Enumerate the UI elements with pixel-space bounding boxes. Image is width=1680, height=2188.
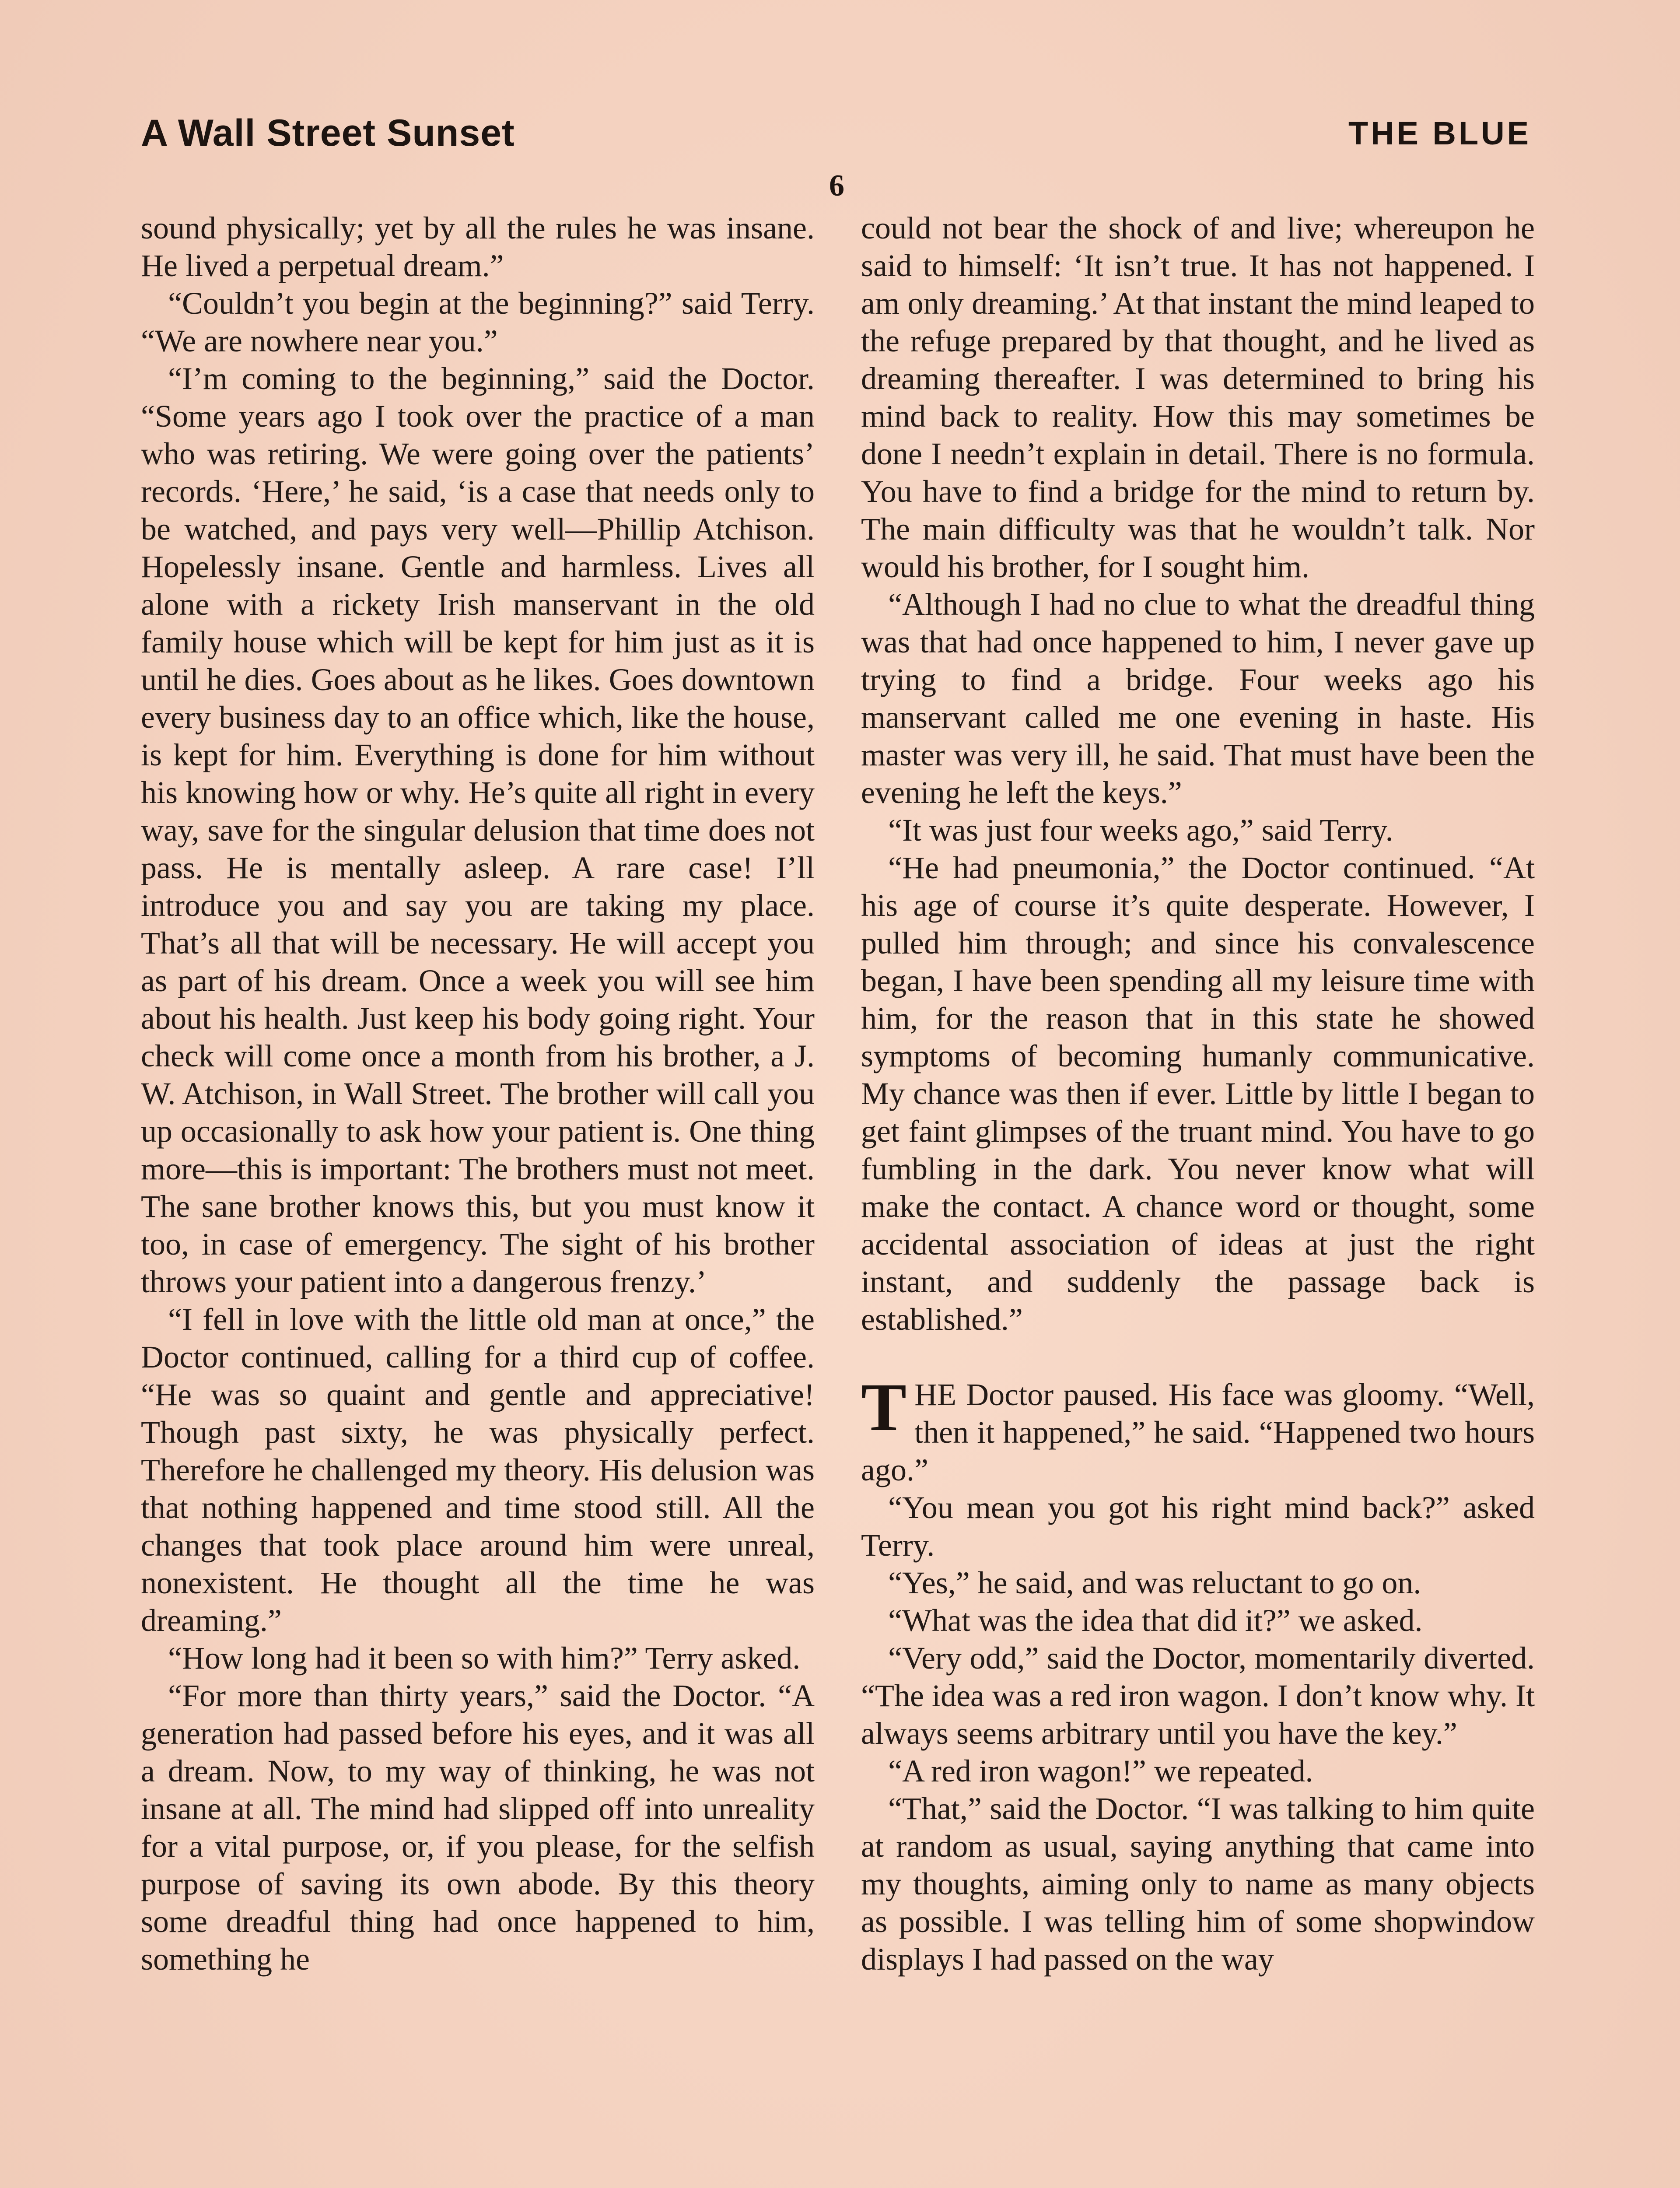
paragraph: “Yes,” he said, and was reluctant to go on. xyxy=(888,1565,1421,1600)
paragraph: “What was the idea that did it?” we asked. xyxy=(888,1603,1423,1638)
paragraph: “Very odd,” said the Doctor, momentarily diverted. “The idea was a red iron wagon. I don’t know why. It always seems arbitrary until you have the key.” xyxy=(861,1641,1535,1751)
section-opening-text: HE Doctor paused. His face was gloomy. “Well, then it happened,” he said. “Happened two hours ago.” xyxy=(861,1377,1535,1487)
story-title: A Wall Street Sunset xyxy=(141,112,515,154)
paragraph: “It was just four weeks ago,” said Terry. xyxy=(888,813,1393,848)
page-number: 6 xyxy=(829,169,844,203)
drop-cap: T xyxy=(861,1369,907,1445)
section-opening-paragraph xyxy=(861,1369,1535,1489)
paragraph: “For more than thirty years,” said the Doctor. “A generation had passed before his eyes, and it was all a dream. Now, to my way of thinking, he was not insane at all. The mind had slipped off into unreality for a vital purpose, or, if you please, for the selfish purpose of saving its own abode. By this theory some dreadful thing had once happened to him, something he xyxy=(141,1678,815,1977)
paragraph: “A red iron wagon!” we repeated. xyxy=(888,1753,1313,1788)
paragraph: could not bear the shock of and live; whereupon he said to himself: ‘It isn’t true. It has not happened. I am only dreaming.’ At that instant the mind leaped to the refuge prepared by that thought, and he lived as dreaming thereafter. I was determined to bring his mind back to reality. How this may sometimes be done I needn’t explain in detail. There is no formula. You have to find a bridge for the mind to return by. The main difficulty was that he wouldn’t talk. Nor would his brother, for I sought him. xyxy=(861,210,1535,584)
paragraph: “Although I had no clue to what the dreadful thing was that had once happened to him, I never gave up trying to find a bridge. Four weeks ago his manservant called me one evening in haste. His master was very ill, he said. That must have been the evening he left the keys.” xyxy=(861,587,1535,810)
right-text-column xyxy=(861,209,1535,1978)
paragraph: “I’m coming to the beginning,” said the Doctor. “Some years ago I took over the practice of a man who was retiring. We were going over the patients’ records. ‘Here,’ he said, ‘is a case that needs only to be watched, and pays very well—Phillip Atchison. Hopelessly insane. Gentle and harmless. Lives all alone with a rickety Irish manservant in the old family house which will be kept for him just as it is until he dies. Goes about as he likes. Goes downtown every business day to an office which, like the house, is kept for him. Everything is done for him without his knowing how or why. He’s quite all right in every way, save for the singular delusion that time does not pass. He is mentally asleep. A rare case! I’ll introduce you and say you are taking my place. That’s all that will be necessary. He will accept you as part of his dream. Once a week you will see him about his health. Just keep his body going right. Your check will come once a month from his brother, a J. W. Atchison, in Wall Street. The brother will call you up occasionally to ask how your patient is. One thing more—this is important: The brothers must not meet. The sane brother knows this, but you must know it too, in case of emergency. The sight of his brother throws your patient into a dangerous frenzy.’ xyxy=(141,361,815,1299)
paragraph: “You mean you got his right mind back?” asked Terry. xyxy=(861,1490,1535,1563)
paragraph: “How long had it been so with him?” Terry asked. xyxy=(168,1641,801,1676)
left-text-column xyxy=(141,209,815,1978)
paragraph: “Couldn’t you begin at the beginning?” said Terry. “We are nowhere near you.” xyxy=(141,286,815,358)
paragraph: “He had pneumonia,” the Doctor continued. “At his age of course it’s quite desperate. However, I pulled him through; and since his convalescence began, I have been spending all my leisure time with him, for the reason that in this state he showed symptoms of becoming humanly communicative. My chance was then if ever. Little by little I began to get faint glimpses of the truant mind. You have to go fumbling in the dark. You never know what will make the contact. A chance word or thought, some accidental association of ideas at just the right instant, and suddenly the passage back is established.” xyxy=(861,850,1535,1337)
paragraph: “That,” said the Doctor. “I was talking to him quite at random as usual, saying anything that came into my thoughts, aiming only to name as many objects as possible. I was telling him of some shopwindow displays I had passed on the way xyxy=(861,1791,1535,1977)
magazine-name: THE BLUE xyxy=(1348,115,1531,151)
paragraph: “I fell in love with the little old man at once,” the Doctor continued, calling for a third cup of coffee. “He was so quaint and gentle and appreciative! Though past sixty, he was physically perfect. Therefore he challenged my theory. His delusion was that nothing happened and time stood still. All the changes that took place around him were unreal, nonexistent. He thought all the time he was dreaming.” xyxy=(141,1302,815,1638)
paragraph: sound physically; yet by all the rules he was insane. He lived a perpetual dream.” xyxy=(141,210,815,283)
